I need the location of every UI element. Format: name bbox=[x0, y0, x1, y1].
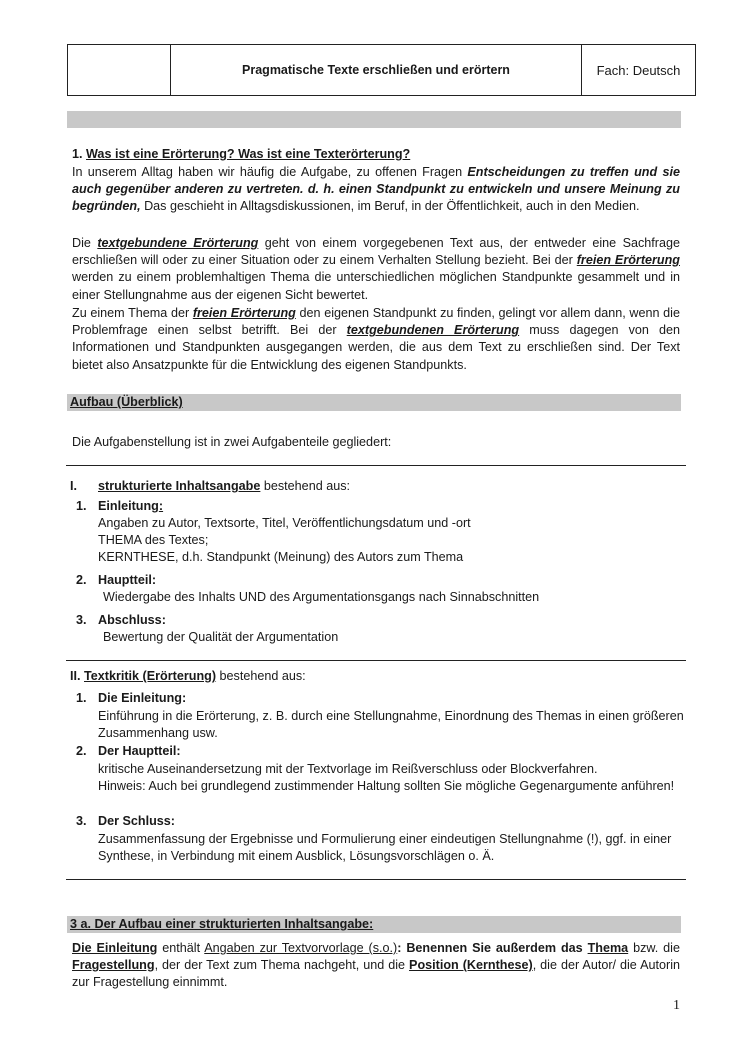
part-1-item-2-number: 2. bbox=[76, 573, 87, 587]
part-1-title-line bbox=[98, 478, 350, 495]
einleitung-colon: : bbox=[158, 499, 164, 513]
page-number: 1 bbox=[673, 998, 680, 1013]
part-1-item-2-line-1: Wiedergabe des Inhalts UND des Argumentationsgangs nach Sinnabschnitten bbox=[103, 590, 540, 604]
rule-3 bbox=[66, 879, 686, 880]
part-2-title: Textkritik (Erörterung) bbox=[84, 669, 217, 683]
p3-text-c: den eigenen Standpunkt zu finden, gelingt vor allem dann, wenn die Problemfrage einen selbst betrifft. Bei der bbox=[72, 306, 680, 338]
part-1-title: strukturierte Inhaltsangabe bbox=[98, 479, 261, 493]
part-2-item-2-line-1: kritische Auseinandersetzung mit der Textvorlage im Reißverschluss oder Blockverfahren. bbox=[98, 762, 598, 776]
section-1-heading bbox=[72, 146, 410, 163]
part-1-heading bbox=[70, 478, 77, 495]
rule-2 bbox=[66, 660, 686, 661]
aufbau-title: Aufbau (Überblick) bbox=[70, 395, 183, 409]
s3a-text-10: , die der Autor/ die Autorin zur Fragestellung einnimmt. bbox=[72, 958, 680, 990]
section-3a-title: 3 a. Der Aufbau einer strukturierten Inhaltsangabe: bbox=[70, 917, 374, 931]
part-2-item-1-number: 1. bbox=[76, 691, 87, 705]
p3-term-textgebunden: textgebundenen Erörterung bbox=[346, 323, 520, 338]
p3-text-a: Zu einem Thema der bbox=[72, 306, 193, 320]
section-1-title: Was ist eine Erörterung? Was ist eine Texterörterung? bbox=[86, 147, 411, 161]
term-angaben: Angaben zur Textvorvorlage (s.o.) bbox=[204, 941, 398, 955]
part-2-item-2-number: 2. bbox=[76, 744, 87, 758]
rule-1 bbox=[66, 465, 686, 466]
part-1-item-1-line-3: KERNTHESE, d.h. Standpunkt (Meinung) des Autors zum Thema bbox=[98, 550, 464, 564]
p2-text-a: Die bbox=[72, 236, 98, 250]
section-1-paragraph-1 bbox=[72, 164, 680, 216]
s3a-text-2: enthält bbox=[157, 941, 205, 955]
part-1-item-1-line-1: Angaben zu Autor, Textsorte, Titel, Veröffentlichungsdatum und -ort bbox=[98, 516, 471, 530]
s3a-text-4: : Benennen Sie außerdem das bbox=[397, 941, 588, 955]
p3-text-e: muss dagegen von den Informationen und Standpunkten ausgegangen werden, die aus dem Text zu erschließen sind. Der Text bietet also Ansatzpunkte für die Entwicklung des eigenen Standpunkts. bbox=[72, 323, 681, 372]
term-thema: Thema bbox=[587, 941, 629, 955]
header-table bbox=[67, 44, 696, 96]
section-3a-heading bbox=[70, 916, 373, 933]
part-1-suffix: bestehend aus: bbox=[260, 479, 351, 493]
part-2-item-1-line-1: Einführung in die Erörterung, z. B. durch eine Stellungnahme, Einordnung des Themas in einen größeren Zusammenhang usw. bbox=[98, 709, 684, 740]
part-2-heading bbox=[70, 668, 306, 685]
part-1-item-3-number: 3. bbox=[76, 613, 87, 627]
section-1-paragraph-3 bbox=[72, 305, 680, 374]
header-logo-cell bbox=[68, 45, 171, 95]
s3a-text-8: , der der Text zum Thema nachgeht, und die bbox=[154, 958, 410, 973]
term-fragestellung: Fragestellung bbox=[72, 958, 155, 973]
term-einleitung: Die Einleitung bbox=[72, 941, 158, 955]
part-2-item-2-title: Der Hauptteil: bbox=[98, 744, 181, 758]
divider-bar bbox=[67, 111, 681, 128]
part-2-item-1-title: Die Einleitung: bbox=[98, 691, 187, 705]
part-1-item-1-title bbox=[98, 498, 163, 515]
aufbau-intro: Die Aufgabenstellung ist in zwei Aufgabenteile gegliedert: bbox=[72, 435, 392, 449]
p1-text-a: In unserem Alltag haben wir häufig die Aufgabe, zu offenen Fragen bbox=[72, 165, 468, 179]
p2-term-textgebunden: textgebundene Erörterung bbox=[97, 236, 259, 250]
part-2-item-3-title: Der Schluss: bbox=[98, 814, 175, 828]
part-1-number: I. bbox=[70, 479, 77, 493]
section-1-number: 1. bbox=[72, 147, 83, 161]
einleitung-label: Einleitung bbox=[98, 499, 159, 513]
part-1-item-1-number: 1. bbox=[76, 499, 87, 513]
part-1-item-1-line-2: THEMA des Textes; bbox=[98, 533, 209, 547]
part-1-item-2-title: Hauptteil: bbox=[98, 573, 157, 587]
section-1-paragraph-2 bbox=[72, 235, 680, 304]
part-1-item-3-line-1: Bewertung der Qualität der Argumentation bbox=[103, 630, 339, 644]
aufbau-heading bbox=[70, 394, 183, 411]
s3a-text-6: bzw. die bbox=[628, 941, 680, 955]
part-2-item-3-line-1: Zusammenfassung der Ergebnisse und Formulierung einer eindeutigen Stellungnahme (!), ggf. in einer Synthese, in Verbindung mit einem Ausblick, Lösungsvorschlägen o. Ä. bbox=[98, 832, 672, 863]
section-3a-paragraph bbox=[72, 940, 680, 992]
p1-emphasis: Entscheidungen zu treffen und sie auch gegenüber anderen zu vertreten. d. h. einen Standpunkt zu entwickeln und unsere Meinung zu begründen, bbox=[72, 165, 680, 214]
p2-term-frei: freien Erörterung bbox=[576, 253, 680, 268]
p2-text-e: werden zu einem problemhaltigen Thema die unterschiedlichen möglichen Standpunkte gesammelt und in einer Stellungnahme aus der eigenen Sicht bewertet. bbox=[72, 270, 680, 302]
term-position: Position (Kernthese) bbox=[409, 958, 533, 973]
p3-term-frei: freien Erörterung bbox=[192, 306, 296, 320]
p1-text-c: Das geschieht in Alltagsdiskussionen, im Beruf, in der Öffentlichkeit, auch in den Medien. bbox=[140, 199, 640, 214]
part-2-suffix: bestehend aus: bbox=[216, 669, 306, 683]
part-2-item-3-number: 3. bbox=[76, 814, 87, 828]
p2-text-c: geht von einem vorgegebenen Text aus, der entweder eine Sachfrage erschließen will oder zu einer Situation oder zu einem Verhalten Stellung bezieht. Bei der bbox=[72, 236, 680, 268]
part-1-item-3-title: Abschluss: bbox=[98, 613, 166, 627]
subject-label: Fach: Deutsch bbox=[596, 62, 681, 78]
document-title: Pragmatische Texte erschließen und erörtern bbox=[171, 45, 582, 95]
part-2-number: II. bbox=[70, 669, 84, 683]
part-2-item-2-line-2: Hinweis: Auch bei grundlegend zustimmender Haltung sollten Sie mögliche Gegenargumente anführen! bbox=[98, 779, 675, 793]
